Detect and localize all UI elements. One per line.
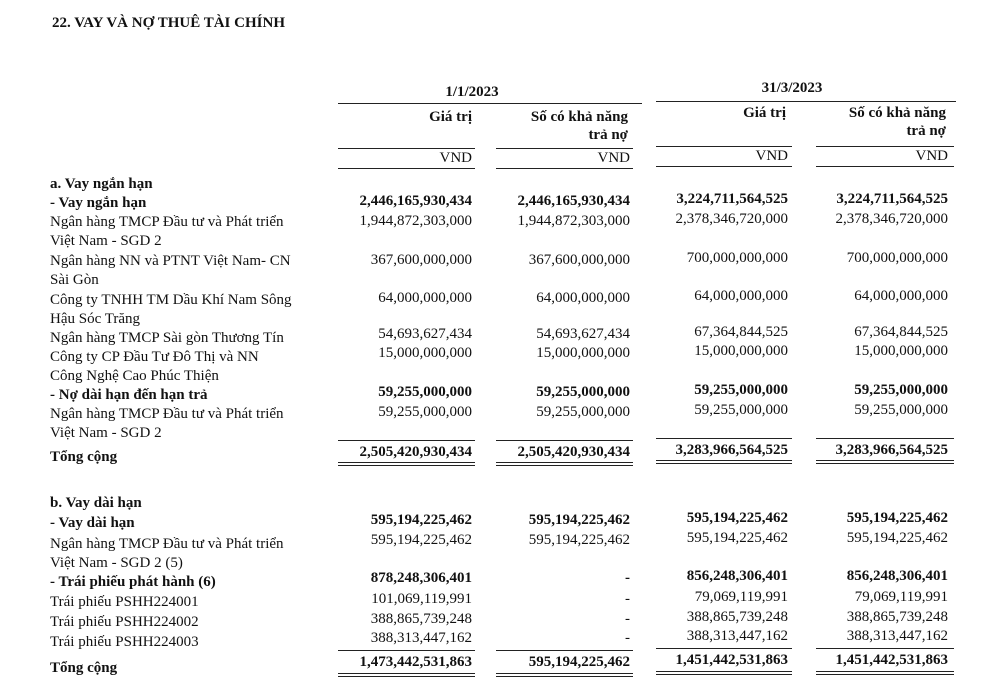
col-header-repay-2-line2: trả nợ [906, 123, 946, 139]
total-b-bottomline [338, 676, 475, 677]
cell-value: 59,255,000,000 [694, 382, 788, 398]
cell-value: 64,000,000,000 [694, 288, 788, 304]
row-label: Trái phiếu PSHH224003 [50, 634, 199, 650]
total-b-bottomline [338, 673, 475, 674]
cell-value: - [625, 591, 630, 607]
total-a-value: 3,283,966,564,525 [675, 442, 788, 458]
section-a-heading: a. Vay ngắn hạn [50, 176, 153, 192]
cell-value: 388,313,447,162 [370, 630, 472, 646]
total-b-value: 1,473,442,531,863 [359, 654, 472, 670]
cell-value: - [625, 611, 630, 627]
cell-value: 59,255,000,000 [536, 404, 630, 420]
cell-value: 59,255,000,000 [378, 404, 472, 420]
cell-value: 67,364,844,525 [854, 324, 948, 340]
row-label-cont: Sài Gòn [50, 272, 99, 288]
cell-value: 15,000,000,000 [694, 343, 788, 359]
cell-value: 79,069,119,991 [854, 589, 948, 605]
cell-value: 101,069,119,991 [371, 591, 472, 607]
row-label: Ngân hàng TMCP Sài gòn Thương Tín [50, 330, 284, 346]
row-label: Công ty CP Đầu Tư Đô Thị và NN [50, 349, 259, 365]
cell-value: 2,378,346,720,000 [675, 211, 788, 227]
cell-value: - [625, 570, 630, 586]
total-a-label: Tổng cộng [50, 449, 118, 465]
period-2023-03-31: 31/3/2023 [761, 80, 823, 96]
cell-value: 2,446,165,930,434 [359, 193, 472, 209]
row-label: - Nợ dài hạn đến hạn trả [50, 387, 208, 403]
cell-value: 700,000,000,000 [686, 250, 788, 266]
header-underline-4 [816, 146, 954, 147]
unit-underline-3 [656, 166, 792, 167]
total-a-bottomline [656, 460, 792, 461]
total-b-bottomline [816, 674, 954, 675]
cell-value: 54,693,627,434 [536, 326, 630, 342]
cell-value: 59,255,000,000 [378, 384, 472, 400]
row-label-cont: Việt Nam - SGD 2 [50, 233, 162, 249]
cell-value: 2,378,346,720,000 [835, 211, 948, 227]
section-b-heading: b. Vay dài hạn [50, 495, 142, 511]
cell-value: 64,000,000,000 [854, 288, 948, 304]
header-underline-1 [338, 148, 475, 149]
cell-value: 64,000,000,000 [536, 290, 630, 306]
section-title: 22. VAY VÀ NỢ THUÊ TÀI CHÍNH [52, 15, 285, 31]
row-label-cont: Việt Nam - SGD 2 (5) [50, 555, 183, 571]
col-header-repay-1 [500, 108, 628, 144]
cell-value: 2,446,165,930,434 [517, 193, 630, 209]
row-label: Ngân hàng NN và PTNT Việt Nam- CN [50, 253, 291, 269]
row-label: - Vay ngắn hạn [50, 195, 147, 211]
cell-value: 595,194,225,462 [370, 512, 472, 528]
col-header-repay-2-line1: Số có khả năng [848, 105, 946, 121]
period-underline-2 [656, 101, 956, 102]
unit-label-2: VND [597, 150, 630, 166]
cell-value: 595,194,225,462 [686, 510, 788, 526]
cell-value: 856,248,306,401 [846, 568, 948, 584]
col-header-repay-1-line1: Số có khả năng [530, 109, 628, 125]
cell-value: 388,313,447,162 [846, 628, 948, 644]
total-b-bottomline [496, 673, 633, 674]
cell-value: 59,255,000,000 [694, 402, 788, 418]
cell-value: 79,069,119,991 [694, 589, 788, 605]
unit-underline-4 [816, 166, 954, 167]
period-2023-01-01: 1/1/2023 [445, 84, 499, 100]
cell-value: 595,194,225,462 [528, 512, 630, 528]
total-b-bottomline [496, 676, 633, 677]
cell-value: 64,000,000,000 [378, 290, 472, 306]
total-a-bottomline [338, 465, 475, 466]
cell-value: 59,255,000,000 [536, 384, 630, 400]
total-a-bottomline [816, 460, 954, 461]
row-label: Ngân hàng TMCP Đầu tư và Phát triển [50, 536, 284, 552]
total-b-value: 1,451,442,531,863 [835, 652, 948, 668]
unit-underline-2 [496, 168, 633, 169]
row-label: - Trái phiếu phát hành (6) [50, 574, 216, 590]
col-header-repay-1-line2: trả nợ [588, 127, 628, 143]
cell-value: 595,194,225,462 [846, 530, 948, 546]
cell-value: 388,865,739,248 [370, 611, 472, 627]
col-header-value-2: Giá trị [743, 105, 786, 121]
cell-value: 595,194,225,462 [528, 532, 630, 548]
unit-label-4: VND [915, 148, 948, 164]
header-underline-3 [656, 146, 792, 147]
cell-value: 367,600,000,000 [370, 252, 472, 268]
cell-value: 3,224,711,564,525 [836, 191, 948, 207]
unit-label-1: VND [439, 150, 472, 166]
total-a-value: 2,505,420,930,434 [359, 444, 472, 460]
total-b-topline-4 [816, 648, 954, 649]
cell-value: 388,865,739,248 [686, 609, 788, 625]
cell-value: 67,364,844,525 [694, 324, 788, 340]
row-label-cont: Hậu Sóc Trăng [50, 311, 141, 327]
total-b-value: 1,451,442,531,863 [675, 652, 788, 668]
total-a-value: 2,505,420,930,434 [517, 444, 630, 460]
row-label: - Vay dài hạn [50, 515, 135, 531]
cell-value: 700,000,000,000 [846, 250, 948, 266]
cell-value: 59,255,000,000 [854, 382, 948, 398]
total-b-topline-1 [338, 650, 475, 651]
total-a-topline-2 [496, 440, 633, 441]
total-a-value: 3,283,966,564,525 [835, 442, 948, 458]
cell-value: 15,000,000,000 [854, 343, 948, 359]
total-a-bottomline [816, 463, 954, 464]
total-a-topline-4 [816, 438, 954, 439]
row-label-cont: Việt Nam - SGD 2 [50, 425, 162, 441]
cell-value: 3,224,711,564,525 [676, 191, 788, 207]
col-header-repay-2 [816, 104, 946, 140]
row-label: Ngân hàng TMCP Đầu tư và Phát triển [50, 214, 284, 230]
row-label-cont: Công Nghệ Cao Phúc Thiện [50, 368, 219, 384]
cell-value: 1,944,872,303,000 [517, 213, 630, 229]
cell-value: 1,944,872,303,000 [359, 213, 472, 229]
cell-value: 59,255,000,000 [854, 402, 948, 418]
total-b-bottomline [656, 671, 792, 672]
unit-underline-1 [338, 168, 475, 169]
row-label: Trái phiếu PSHH224001 [50, 594, 199, 610]
period-underline-1 [338, 103, 642, 104]
header-underline-2 [496, 148, 633, 149]
row-label: Ngân hàng TMCP Đầu tư và Phát triển [50, 406, 284, 422]
total-b-bottomline [816, 671, 954, 672]
total-a-bottomline [496, 462, 633, 463]
row-label: Trái phiếu PSHH224002 [50, 614, 199, 630]
total-b-value: 595,194,225,462 [528, 654, 630, 670]
cell-value: 367,600,000,000 [528, 252, 630, 268]
cell-value: 595,194,225,462 [686, 530, 788, 546]
total-b-topline-3 [656, 648, 792, 649]
cell-value: 15,000,000,000 [378, 345, 472, 361]
unit-label-3: VND [755, 148, 788, 164]
total-a-bottomline [656, 463, 792, 464]
total-a-bottomline [496, 465, 633, 466]
row-label: Công ty TNHH TM Dầu Khí Nam Sông [50, 292, 292, 308]
cell-value: 856,248,306,401 [686, 568, 788, 584]
total-b-bottomline [656, 674, 792, 675]
cell-value: 54,693,627,434 [378, 326, 472, 342]
cell-value: 388,865,739,248 [846, 609, 948, 625]
total-a-topline-1 [338, 440, 475, 441]
cell-value: 595,194,225,462 [370, 532, 472, 548]
total-b-label: Tổng cộng [50, 660, 118, 676]
total-a-topline-3 [656, 438, 792, 439]
col-header-value-1: Giá trị [429, 109, 472, 125]
total-a-bottomline [338, 462, 475, 463]
cell-value: - [625, 630, 630, 646]
total-b-topline-2 [496, 650, 633, 651]
cell-value: 15,000,000,000 [536, 345, 630, 361]
cell-value: 595,194,225,462 [846, 510, 948, 526]
cell-value: 878,248,306,401 [370, 570, 472, 586]
cell-value: 388,313,447,162 [686, 628, 788, 644]
